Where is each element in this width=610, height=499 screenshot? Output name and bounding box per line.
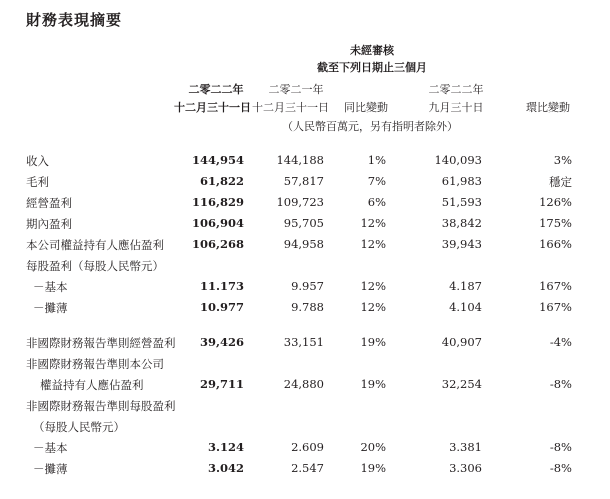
cell-yoy: 12% [360, 279, 386, 293]
cell-current: 106,268 [191, 237, 244, 251]
cell-yoy: 7% [367, 174, 386, 188]
cell-current: 3.124 [207, 440, 244, 454]
cell-prior-year: 95,705 [283, 216, 324, 230]
cell-prior-quarter: 3.306 [449, 461, 482, 475]
cell-prior-year: 144,188 [276, 153, 324, 167]
cell-qoq: -8% [549, 461, 572, 475]
row-label: －基本 [33, 441, 68, 455]
col1-date: 十二月三十一日 [174, 101, 251, 114]
row-label: 期內盈利 [26, 217, 72, 231]
cell-qoq: 167% [539, 279, 572, 293]
cell-prior-year: 2.609 [291, 440, 324, 454]
cell-qoq: 穩定 [549, 175, 572, 189]
cell-prior-quarter: 38,842 [441, 216, 482, 230]
col4-date: 九月三十日 [428, 101, 484, 114]
cell-prior-year: 9.788 [291, 300, 324, 314]
row-label: －基本 [33, 280, 68, 294]
cell-prior-quarter: 51,593 [441, 195, 482, 209]
row-label: （每股人民幣元） [33, 420, 125, 434]
cell-qoq: 3% [553, 153, 572, 167]
cell-prior-quarter: 40,907 [441, 335, 482, 349]
cell-prior-quarter: 3.381 [449, 440, 482, 454]
cell-prior-year: 24,880 [283, 377, 324, 391]
cell-current: 116,829 [191, 195, 244, 209]
cell-current: 10.977 [199, 300, 244, 314]
col5-qoq-header: 環比變動 [526, 101, 570, 114]
cell-current: 106,904 [191, 216, 244, 230]
unit-note: （人民幣百萬元，另有指明者除外） [282, 120, 458, 133]
cell-prior-quarter: 4.104 [449, 300, 482, 314]
cell-yoy: 1% [367, 153, 386, 167]
cell-current: 11.173 [199, 279, 244, 293]
cell-prior-year: 2.547 [291, 461, 324, 475]
cell-current: 29,711 [199, 377, 244, 391]
cell-prior-quarter: 4.187 [449, 279, 482, 293]
cell-prior-quarter: 39,943 [441, 237, 482, 251]
row-label: 非國際財務報告準則經營盈利 [26, 336, 176, 350]
cell-yoy: 19% [360, 461, 386, 475]
row-label: －攤薄 [33, 301, 68, 315]
cell-current: 144,954 [191, 153, 244, 167]
cell-qoq: 166% [539, 237, 572, 251]
cell-prior-quarter: 32,254 [441, 377, 482, 391]
cell-prior-year: 94,958 [283, 237, 324, 251]
col1-year: 二零二二年 [188, 83, 244, 96]
unaudited-label: 未經審核 [350, 44, 394, 57]
cell-yoy: 20% [360, 440, 386, 454]
cell-prior-year: 33,151 [283, 335, 324, 349]
cell-prior-quarter: 140,093 [434, 153, 482, 167]
cell-prior-quarter: 61,983 [441, 174, 482, 188]
row-label: 收入 [26, 154, 49, 168]
cell-prior-year: 9.957 [291, 279, 324, 293]
row-label: 經營盈利 [26, 196, 72, 210]
cell-current: 39,426 [199, 335, 244, 349]
cell-qoq: 175% [539, 216, 572, 230]
col4-year: 二零二二年 [428, 83, 484, 96]
col2-year: 二零二一年 [268, 83, 324, 96]
cell-qoq: -8% [549, 377, 572, 391]
row-label: 每股盈利（每股人民幣元） [26, 259, 164, 273]
cell-current: 3.042 [207, 461, 244, 475]
col2-date: 十二月三十一日 [252, 101, 329, 114]
cell-qoq: -8% [549, 440, 572, 454]
cell-current: 61,822 [199, 174, 244, 188]
cell-yoy: 19% [360, 377, 386, 391]
cell-yoy: 19% [360, 335, 386, 349]
row-label: 權益持有人應佔盈利 [40, 378, 144, 392]
row-label: 毛利 [26, 175, 49, 189]
cell-qoq: 126% [539, 195, 572, 209]
row-label: 非國際財務報告準則本公司 [26, 357, 164, 371]
cell-yoy: 12% [360, 300, 386, 314]
cell-yoy: 12% [360, 237, 386, 251]
row-label: －攤薄 [33, 462, 68, 476]
row-label: 非國際財務報告準則每股盈利 [26, 399, 176, 413]
cell-qoq: -4% [549, 335, 572, 349]
cell-yoy: 12% [360, 216, 386, 230]
cell-prior-year: 57,817 [283, 174, 324, 188]
cell-yoy: 6% [367, 195, 386, 209]
row-label: 本公司權益持有人應佔盈利 [26, 238, 164, 252]
cell-prior-year: 109,723 [276, 195, 324, 209]
col3-yoy-header: 同比變動 [344, 101, 388, 114]
cell-qoq: 167% [539, 300, 572, 314]
page-title: 財務表現摘要 [26, 11, 123, 29]
period-label: 截至下列日期止三個月 [317, 61, 427, 74]
